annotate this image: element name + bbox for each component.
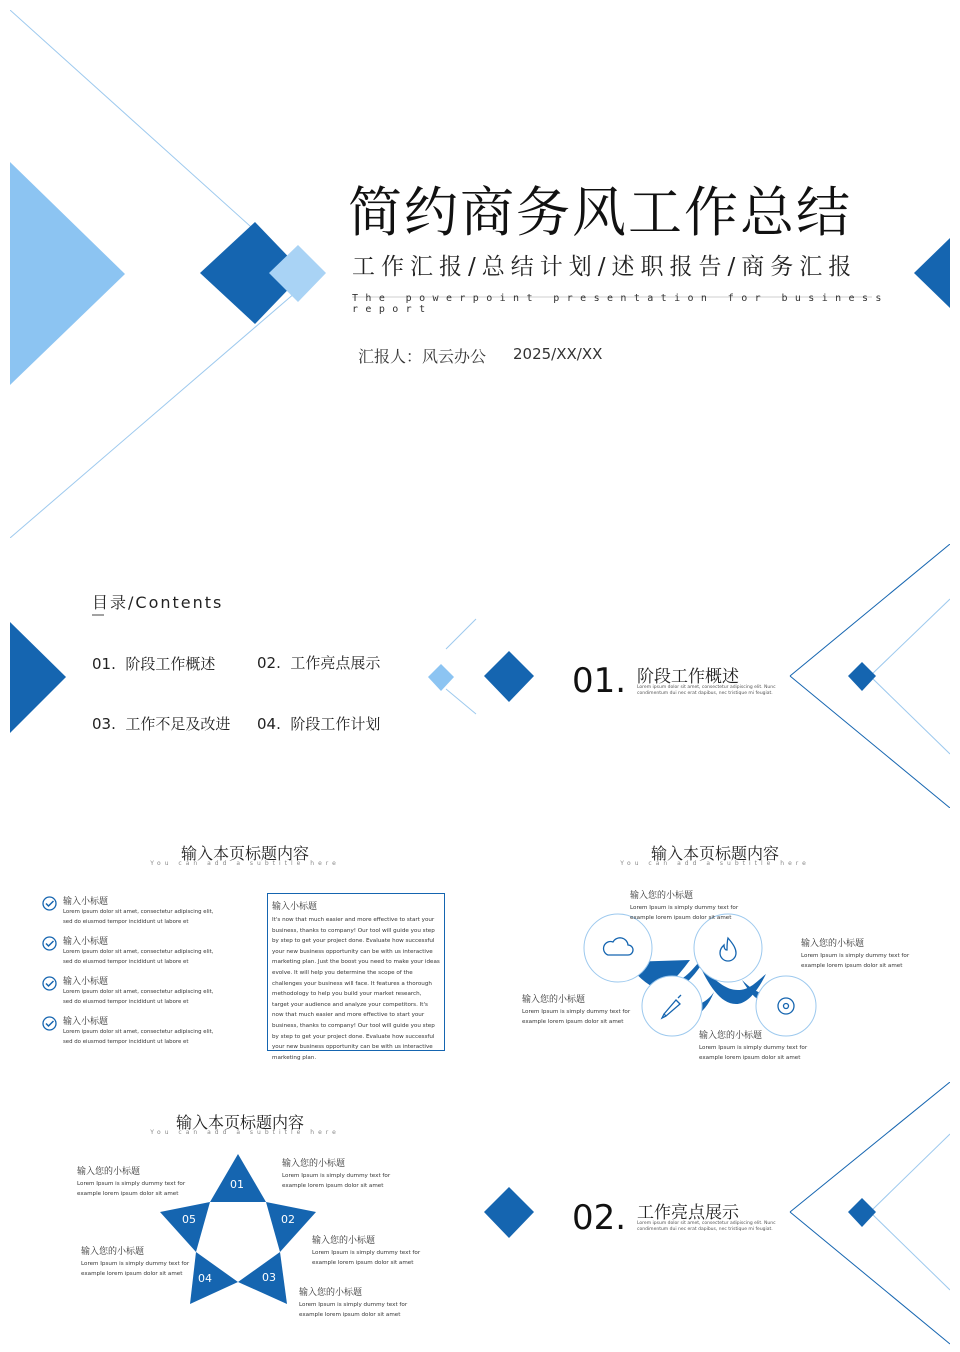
check-item-label: 输入小标题 [63,977,109,987]
star-item-1-label: 输入您的小标题 [282,1159,346,1169]
star-num-01: 01 [230,1178,244,1191]
star-item-4-label: 输入您的小标题 [81,1247,145,1257]
check-icon [42,976,57,991]
check-icon [42,896,57,911]
star-num-04: 04 [198,1272,212,1285]
text-box-title: 输入小标题 [272,902,318,912]
wave-item-1-label: 输入您的小标题 [630,891,694,901]
section2-slide [480,1082,950,1346]
star-slide [10,1082,480,1346]
contents-decoration [10,544,480,808]
light-triangle [10,162,125,385]
star-item-5 [299,1285,409,1320]
slide4-subtitle: You can add a subtitle here [620,860,810,867]
check-icon [42,1016,57,1031]
contents-heading: 目录/Contents [92,593,224,612]
section1-desc: Lorem ipsum dolor sit amet, consectetur adipiscing elit. Nunc condimentum dui nec erat dapibus, nec tristique mi feugiat. [637,685,776,696]
contents-item-4[interactable]: 04. 阶段工作计划 [257,715,381,733]
wave-item-1 [630,888,740,923]
cover-title: 简约商务风工作总结 [348,181,852,244]
star-item-1 [282,1156,392,1191]
slide3-subtitle: You can add a subtitle here [150,860,340,867]
wave-circle-3 [642,976,702,1036]
check-item-label: 输入小标题 [63,897,109,907]
check-item [42,974,222,1007]
section2-title: 工作亮点展示 [637,1203,739,1223]
slide4-title: 输入本页标题内容 [650,844,779,863]
wave-item-1-text: Lorem Ipsum is simply dummy text for example lorem ipsum dolor sit amet [630,905,739,921]
section1-number: 01. [572,661,627,701]
slide5-subtitle: You can add a subtitle here [150,1129,340,1136]
section1-title: 阶段工作概述 [637,667,739,687]
section1-slide [480,544,950,808]
star-item-3-label: 输入您的小标题 [312,1236,376,1246]
cover-english: The powerpoint presentation for business report [352,293,889,315]
cover-date: 2025/XX/XX [513,345,603,363]
text-box [267,893,445,1061]
wave-item-2-text: Lorem Ipsum is simply dummy text for example lorem ipsum dolor sit amet [801,953,910,969]
star-item-4-text: Lorem Ipsum is simply dummy text for example lorem ipsum dolor sit amet [81,1261,190,1277]
wave-item-4 [699,1028,809,1063]
contents-item-2[interactable]: 02. 工作亮点展示 [257,654,381,672]
cover-reporter: 汇报人：风云办公 [358,347,487,366]
wave-circle-1 [584,914,652,982]
star-item-2-text: Lorem Ipsum is simply dummy text for example lorem ipsum dolor sit amet [77,1181,186,1197]
slide5-title: 输入本页标题内容 [175,1113,304,1132]
check-icon [42,936,57,951]
check-item [42,934,222,967]
cover-slide [10,10,950,538]
star-item-2 [77,1164,187,1199]
star-num-03: 03 [262,1271,276,1284]
star-item-3-text: Lorem Ipsum is simply dummy text for example lorem ipsum dolor sit amet [312,1250,421,1266]
check-item [42,894,222,927]
wave-item-2 [801,936,911,971]
check-item-text: Lorem ipsum dolor sit amet, consectetur adipiscing elit, sed do eiusmod tempor incididunt ut labore et [63,909,214,925]
wave-item-4-text: Lorem Ipsum is simply dummy text for example lorem ipsum dolor sit amet [699,1045,808,1061]
wave-item-3-text: Lorem Ipsum is simply dummy text for example lorem ipsum dolor sit amet [522,1009,631,1025]
contents-item-3[interactable]: 03. 工作不足及改进 [92,715,231,733]
slide3-title: 输入本页标题内容 [180,844,309,863]
star-item-1-text: Lorem Ipsum is simply dummy text for example lorem ipsum dolor sit amet [282,1173,391,1189]
star-diagram [10,1082,480,1346]
wave-circle-2 [694,914,762,982]
checklist-slide [10,814,480,1078]
wave-item-2-label: 输入您的小标题 [801,939,865,949]
contents-item-1[interactable]: 01. 阶段工作概述 [92,655,216,673]
text-box-body: It's now that much easier and more effective to start your business, thanks to company! Our tool will guide you step by step to get your project done. Evaluate how successful your new business opportunity can be with us interactive marketing plan. Just the boost you need to make your ideas evolve. It will help you determine the scope of the challenges your business will face. It features a thorough methodology to help you build your market research, target your audience and analyze your competitors. It's now that much easier and more effective to start your business, thanks to company! Our tool will guide you step by step to get your project done. Evaluate how successful your new business opportunity can be with us interactive marketing plan. [272,917,440,1061]
check-item [42,1014,222,1047]
wave-item-4-label: 输入您的小标题 [699,1031,763,1041]
star-item-4 [81,1244,191,1279]
section2-number: 02. [572,1198,627,1238]
star-item-5-label: 输入您的小标题 [299,1288,363,1298]
cover-subtitle: 工作汇报/总结计划/述职报告/商务汇报 [352,254,858,280]
check-item-text: Lorem ipsum dolor sit amet, consectetur adipiscing elit, sed do eiusmod tempor incididunt ut labore et [63,1029,214,1045]
star-num-02: 02 [281,1213,295,1226]
star-item-5-text: Lorem Ipsum is simply dummy text for example lorem ipsum dolor sit amet [299,1302,408,1318]
check-item-label: 输入小标题 [63,1017,109,1027]
wave-item-3 [522,992,632,1027]
contents-slide [10,544,480,808]
wave-item-3-label: 输入您的小标题 [522,995,586,1005]
star-item-2-label: 输入您的小标题 [77,1167,141,1177]
check-item-text: Lorem ipsum dolor sit amet, consectetur adipiscing elit, sed do eiusmod tempor incididunt ut labore et [63,949,214,965]
star-num-05: 05 [182,1213,196,1226]
wave-slide [480,814,950,1078]
section2-desc: Lorem ipsum dolor sit amet, consectetur adipiscing elit. Nunc condimentum dui nec erat dapibus, nec tristique mi feugiat. [637,1221,776,1232]
star-item-3 [312,1233,422,1268]
star-point-02 [266,1202,316,1252]
check-item-label: 输入小标题 [63,937,109,947]
check-item-text: Lorem ipsum dolor sit amet, consectetur adipiscing elit, sed do eiusmod tempor incididunt ut labore et [63,989,214,1005]
wave-circle-4 [756,976,816,1036]
